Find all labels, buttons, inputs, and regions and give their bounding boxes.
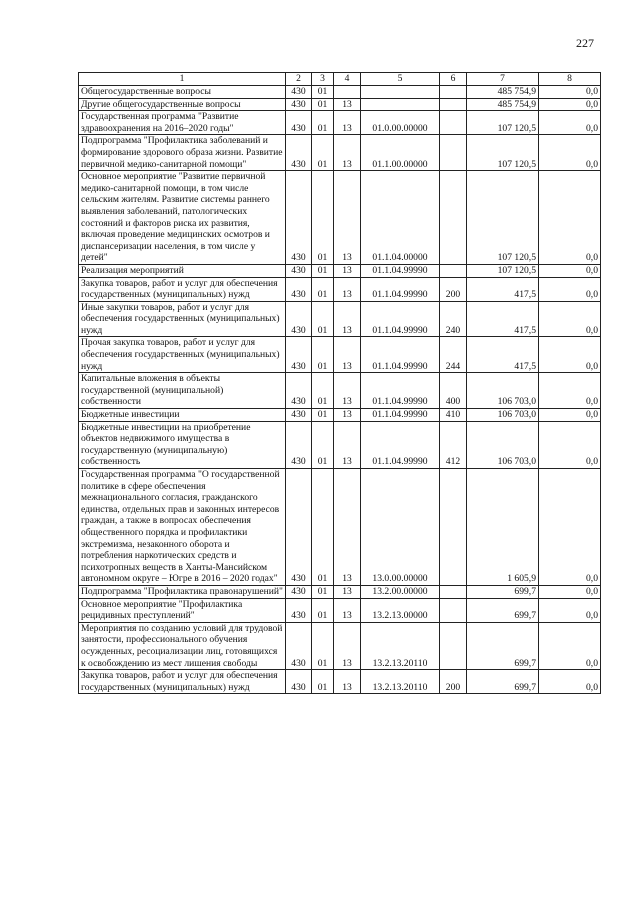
table-row (79, 670, 601, 694)
row-expense-type: 244 (440, 337, 467, 373)
row-target-article (361, 98, 440, 111)
header-cell: 5 (361, 73, 440, 86)
row-amount-extra: 0,0 (539, 373, 601, 409)
row-amount-extra: 0,0 (539, 337, 601, 373)
row-section-code: 01 (312, 86, 334, 99)
row-subsection-code: 13 (334, 670, 361, 694)
row-subsection-code (334, 86, 361, 99)
row-name: Реализация мероприятий (79, 264, 286, 277)
row-amount: 417,5 (467, 277, 539, 301)
row-ministry-code: 430 (286, 469, 312, 586)
row-name: Закупка товаров, работ и услуг для обеспечения государственных (муниципальных) нужд (79, 670, 286, 694)
row-subsection-code: 13 (334, 337, 361, 373)
row-amount: 485 754,9 (467, 98, 539, 111)
row-amount-extra: 0,0 (539, 409, 601, 422)
row-subsection-code: 13 (334, 585, 361, 598)
row-ministry-code: 430 (286, 622, 312, 669)
row-target-article: 01.1.00.00000 (361, 135, 440, 171)
row-target-article: 01.1.04.99990 (361, 409, 440, 422)
row-ministry-code: 430 (286, 264, 312, 277)
row-amount: 107 120,5 (467, 171, 539, 265)
row-expense-type: 200 (440, 670, 467, 694)
header-cell: 1 (79, 73, 286, 86)
header-cell: 6 (440, 73, 467, 86)
row-section-code: 01 (312, 301, 334, 337)
row-section-code: 01 (312, 409, 334, 422)
row-amount: 699,7 (467, 670, 539, 694)
row-name: Подпрограмма "Профилактика заболеваний и формирование здорового образа жизни. Развитие первичной медико-санитарной помощи" (79, 135, 286, 171)
row-amount: 106 703,0 (467, 409, 539, 422)
row-subsection-code: 13 (334, 98, 361, 111)
row-amount-extra: 0,0 (539, 111, 601, 135)
row-amount: 699,7 (467, 598, 539, 622)
row-name: Государственная программа "О государственной политике в сфере обеспечения межнационального согласия, гражданского единства, отдельных прав и законных интересов граждан, а также в вопросах обеспечения общественного порядка и профилактики экстремизма, незаконного оборота и потребления наркотических средств и психотропных веществ в Ханты-Мансийском автономном округе – Югре в 2016 – 2020 годах" (79, 469, 286, 586)
table-row (79, 301, 601, 337)
table-body (79, 86, 601, 694)
row-subsection-code: 13 (334, 277, 361, 301)
row-ministry-code: 430 (286, 171, 312, 265)
row-target-article: 01.1.04.00000 (361, 171, 440, 265)
row-ministry-code: 430 (286, 409, 312, 422)
row-section-code: 01 (312, 111, 334, 135)
row-expense-type: 200 (440, 277, 467, 301)
row-amount: 417,5 (467, 301, 539, 337)
table-row (79, 598, 601, 622)
row-section-code: 01 (312, 98, 334, 111)
row-expense-type: 412 (440, 421, 467, 468)
row-name: Бюджетные инвестиции на приобретение объектов недвижимого имущества в государственную (муниципальную) собственность (79, 421, 286, 468)
row-name: Основное мероприятие "Развитие первичной медико-санитарной помощи, в том числе сельским жителям. Развитие системы раннего выявления заболеваний, патологических состояний и факторов риска их развития, включая проведение медицинских осмотров и диспансеризации населения, в том числе у детей" (79, 171, 286, 265)
row-amount: 699,7 (467, 585, 539, 598)
row-amount: 107 120,5 (467, 111, 539, 135)
row-amount-extra: 0,0 (539, 670, 601, 694)
table-row (79, 337, 601, 373)
row-section-code: 01 (312, 585, 334, 598)
row-name: Общегосударственные вопросы (79, 86, 286, 99)
row-amount-extra: 0,0 (539, 301, 601, 337)
row-expense-type (440, 111, 467, 135)
row-name: Бюджетные инвестиции (79, 409, 286, 422)
row-expense-type (440, 86, 467, 99)
row-target-article: 13.2.13.20110 (361, 622, 440, 669)
header-cell: 8 (539, 73, 601, 86)
row-subsection-code: 13 (334, 264, 361, 277)
row-target-article: 01.1.04.99990 (361, 264, 440, 277)
row-subsection-code: 13 (334, 373, 361, 409)
row-amount: 699,7 (467, 622, 539, 669)
row-ministry-code: 430 (286, 337, 312, 373)
row-name: Капитальные вложения в объекты государственной (муниципальной) собственности (79, 373, 286, 409)
row-ministry-code: 430 (286, 98, 312, 111)
row-amount: 106 703,0 (467, 421, 539, 468)
row-subsection-code: 13 (334, 135, 361, 171)
table-row (79, 111, 601, 135)
budget-table (78, 72, 601, 694)
row-ministry-code: 430 (286, 277, 312, 301)
row-ministry-code: 430 (286, 86, 312, 99)
row-expense-type (440, 622, 467, 669)
row-target-article: 01.1.04.99990 (361, 277, 440, 301)
table-row (79, 277, 601, 301)
row-target-article (361, 86, 440, 99)
row-target-article: 13.0.00.00000 (361, 469, 440, 586)
row-expense-type (440, 98, 467, 111)
table-row (79, 264, 601, 277)
row-section-code: 01 (312, 171, 334, 265)
header-cell: 7 (467, 73, 539, 86)
row-amount-extra: 0,0 (539, 469, 601, 586)
row-name: Иные закупки товаров, работ и услуг для обеспечения государственных (муниципальных) нужд (79, 301, 286, 337)
row-target-article: 01.1.04.99990 (361, 337, 440, 373)
row-section-code: 01 (312, 421, 334, 468)
row-ministry-code: 430 (286, 111, 312, 135)
row-expense-type (440, 264, 467, 277)
row-target-article: 01.0.00.00000 (361, 111, 440, 135)
row-amount-extra: 0,0 (539, 421, 601, 468)
row-section-code: 01 (312, 598, 334, 622)
row-section-code: 01 (312, 277, 334, 301)
row-ministry-code: 430 (286, 585, 312, 598)
row-expense-type: 240 (440, 301, 467, 337)
header-cell: 2 (286, 73, 312, 86)
row-expense-type (440, 598, 467, 622)
row-target-article: 01.1.04.99990 (361, 421, 440, 468)
row-amount-extra: 0,0 (539, 86, 601, 99)
row-amount-extra: 0,0 (539, 171, 601, 265)
row-expense-type (440, 469, 467, 586)
table-row (79, 409, 601, 422)
header-cell: 3 (312, 73, 334, 86)
row-ministry-code: 430 (286, 598, 312, 622)
row-amount: 107 120,5 (467, 135, 539, 171)
row-target-article: 01.1.04.99990 (361, 373, 440, 409)
row-expense-type (440, 585, 467, 598)
row-subsection-code: 13 (334, 421, 361, 468)
row-amount-extra: 0,0 (539, 585, 601, 598)
row-section-code: 01 (312, 469, 334, 586)
row-section-code: 01 (312, 135, 334, 171)
row-amount: 485 754,9 (467, 86, 539, 99)
row-section-code: 01 (312, 670, 334, 694)
row-name: Прочая закупка товаров, работ и услуг для обеспечения государственных (муниципальных) нужд (79, 337, 286, 373)
table-row (79, 421, 601, 468)
row-name: Мероприятия по созданию условий для трудовой занятости, профессионального обучения осужденных, ресоциализации лиц, готовящихся к освобождению из мест лишения свободы (79, 622, 286, 669)
table-row (79, 469, 601, 586)
row-target-article: 13.2.13.20110 (361, 670, 440, 694)
row-subsection-code: 13 (334, 622, 361, 669)
table-row (79, 86, 601, 99)
row-amount-extra: 0,0 (539, 135, 601, 171)
table-row (79, 135, 601, 171)
row-amount-extra: 0,0 (539, 622, 601, 669)
row-amount-extra: 0,0 (539, 277, 601, 301)
row-name: Закупка товаров, работ и услуг для обеспечения государственных (муниципальных) нужд (79, 277, 286, 301)
row-subsection-code: 13 (334, 171, 361, 265)
row-section-code: 01 (312, 264, 334, 277)
row-amount: 106 703,0 (467, 373, 539, 409)
row-target-article: 01.1.04.99990 (361, 301, 440, 337)
header-cell: 4 (334, 73, 361, 86)
row-subsection-code: 13 (334, 111, 361, 135)
row-amount-extra: 0,0 (539, 264, 601, 277)
row-ministry-code: 430 (286, 421, 312, 468)
row-section-code: 01 (312, 622, 334, 669)
table-row (79, 98, 601, 111)
row-expense-type: 400 (440, 373, 467, 409)
row-ministry-code: 430 (286, 301, 312, 337)
row-name: Основное мероприятие "Профилактика рецидивных преступлений" (79, 598, 286, 622)
row-ministry-code: 430 (286, 670, 312, 694)
row-amount-extra: 0,0 (539, 598, 601, 622)
row-target-article: 13.2.00.00000 (361, 585, 440, 598)
table-row (79, 585, 601, 598)
row-subsection-code: 13 (334, 469, 361, 586)
table-row (79, 622, 601, 669)
row-amount: 107 120,5 (467, 264, 539, 277)
row-expense-type (440, 171, 467, 265)
row-section-code: 01 (312, 373, 334, 409)
row-ministry-code: 430 (286, 135, 312, 171)
row-amount: 417,5 (467, 337, 539, 373)
row-subsection-code: 13 (334, 598, 361, 622)
page-number: 227 (576, 36, 594, 50)
row-name: Другие общегосударственные вопросы (79, 98, 286, 111)
row-amount-extra: 0,0 (539, 98, 601, 111)
row-name: Государственная программа "Развитие здравоохранения на 2016–2020 годы" (79, 111, 286, 135)
row-target-article: 13.2.13.00000 (361, 598, 440, 622)
row-amount: 1 605,9 (467, 469, 539, 586)
table-row (79, 171, 601, 265)
table-row (79, 373, 601, 409)
row-expense-type (440, 135, 467, 171)
row-ministry-code: 430 (286, 373, 312, 409)
row-name: Подпрограмма "Профилактика правонарушений" (79, 585, 286, 598)
header-row (79, 73, 601, 86)
row-section-code: 01 (312, 337, 334, 373)
row-subsection-code: 13 (334, 301, 361, 337)
row-subsection-code: 13 (334, 409, 361, 422)
row-expense-type: 410 (440, 409, 467, 422)
